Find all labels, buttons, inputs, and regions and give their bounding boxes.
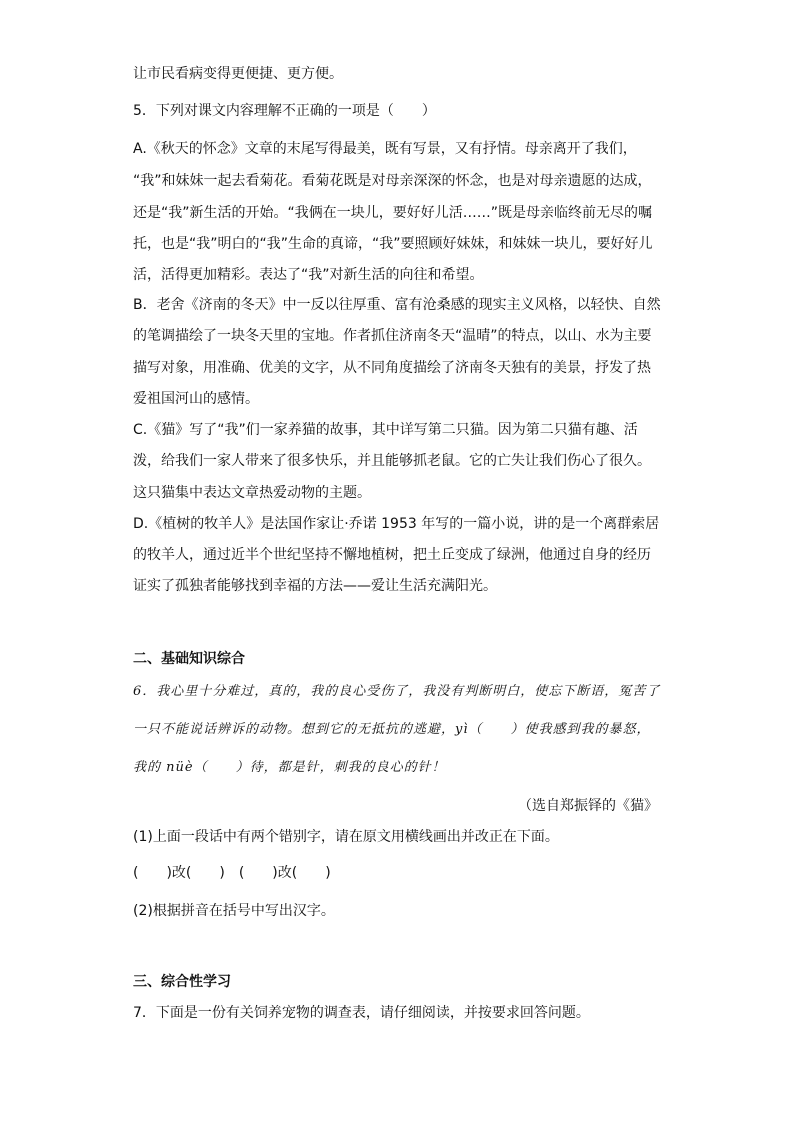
question-6-blanks: ( )改( ) ( )改( ) — [133, 865, 331, 881]
option-b-line-3: 描写对象，用准确、优美的文字，从不同角度描绘了济南冬天独有的美景，抒发了热 — [133, 360, 651, 376]
option-b-line-1: B．老舍《济南的冬天》中一反以往厚重、富有沧桑感的现实主义风格，以轻快、自然 — [133, 297, 661, 313]
option-c-line-1: C.《猫》写了“我”们一家养猫的故事，其中详写第二只猫。因为第二只猫有趣、活 — [133, 422, 638, 438]
option-d-line-3: 证实了孤独者能够找到幸福的方法——爱让生活充满阳光。 — [133, 578, 497, 594]
option-a-line-1: A.《秋天的怀念》文章的末尾写得最美，既有写景，又有抒情。母亲离开了我们， — [133, 141, 637, 157]
passage-line-2: 一只不能说话辨诉的动物。想到它的无抵抗的逃避，yì（ ）使我感到我的暴怒， — [133, 722, 651, 737]
option-a-line-5: 活，活得更加精彩。表达了“我”对新生活的向往和希望。 — [133, 267, 484, 283]
section-2-heading: 二、基础知识综合 — [133, 651, 245, 667]
question-6-1: (1)上面一段话中有两个错别字，请在原文用横线画出并改正在下面。 — [133, 829, 559, 845]
option-d-line-1: D.《植树的牧羊人》是法国作家让·乔诺 1953 年写的一篇小说，讲的是一个离群索居 — [133, 516, 660, 532]
question-7-stem: 7．下面是一份有关饲养宠物的调查表，请仔细阅读，并按要求回答问题。 — [133, 1005, 590, 1021]
option-b-line-4: 爱祖国河山的感情。 — [133, 391, 259, 407]
option-c-line-3: 这只猫集中表达文章热爱动物的主题。 — [133, 485, 371, 501]
option-a-line-2: “我”和妹妹一起去看菊花。看菊花既是对母亲深深的怀念，也是对母亲遗愿的达成， — [133, 173, 652, 189]
option-a-line-4: 托，也是“我”明白的“我”生命的真谛，“我”要照顾好妹妹，和妹妹一块儿，要好好儿 — [133, 236, 653, 252]
section-3-heading: 三、综合性学习 — [133, 974, 231, 990]
question-5-stem: 5．下列对课文内容理解不正确的一项是（ ） — [133, 103, 436, 119]
text-line: 让市民看病变得更便捷、更方便。 — [133, 66, 343, 82]
option-b-line-2: 的笔调描绘了一块冬天里的宝地。作者抓住济南冬天“温晴”的特点，以山、水为主要 — [133, 328, 652, 344]
passage-line-1: 6．我心里十分难过，真的，我的良心受伤了，我没有判断明白，使忘下断语，冤苦了 — [133, 684, 661, 699]
passage-line-3: 我的 nüè（ ）待，都是针，刺我的良心的针！ — [133, 760, 446, 775]
option-c-line-2: 泼，给我们一家人带来了很多快乐，并且能够抓老鼠。它的亡失让我们伤心了很久。 — [133, 453, 651, 469]
option-a-line-3: 还是“我”新生活的开始。“我俩在一块儿，要好好儿活……”既是母亲临终前无尽的嘱 — [133, 205, 653, 221]
option-d-line-2: 的牧羊人，通过近半个世纪坚持不懈地植树，把土丘变成了绿洲，他通过自身的经历 — [133, 547, 651, 563]
passage-source: （选自郑振铎的《猫》 — [518, 798, 658, 814]
question-6-2: (2)根据拼音在括号中写出汉字。 — [133, 903, 335, 919]
